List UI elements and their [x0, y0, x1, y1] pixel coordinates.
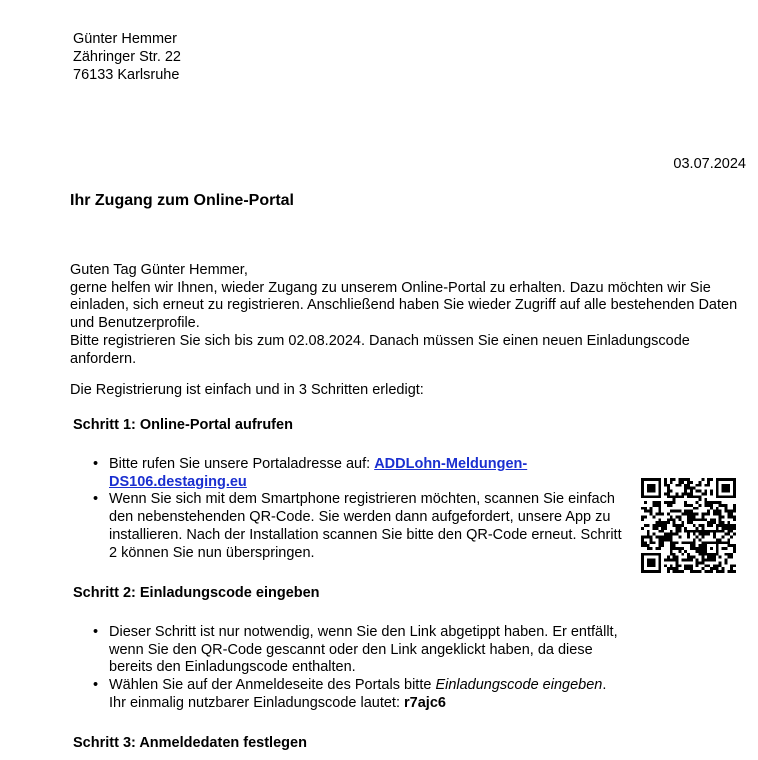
intro-section — [70, 262, 740, 368]
letter-date: 03.07.2024 — [673, 156, 746, 172]
step2-instruction-suffix: . — [602, 677, 607, 694]
portal-address-text: Bitte rufen Sie unsere Portaladresse auf: — [109, 456, 375, 472]
bullet-glyph: • — [93, 456, 99, 472]
invitation-code: r7ajc6 — [404, 694, 446, 711]
step2-instruction-text: Wählen Sie auf der Anmeldeseite des Portals bitte — [109, 677, 436, 694]
bullet-glyph: • — [93, 624, 99, 640]
sender-city: 76133 Karlsruhe — [73, 67, 180, 83]
bullet-glyph: • — [93, 491, 99, 508]
sender-address — [73, 30, 181, 84]
step2-action-label: Einladungscode eingeben — [435, 677, 603, 694]
portal-link[interactable]: ADDLohn-Meldungen-DS106.destaging.eu — [109, 456, 528, 490]
step2-list — [91, 624, 631, 713]
step2-note-text: Dieser Schritt ist nur notwendig, wenn Sie den Link abgetippt haben. Er entfällt, wenn Sie den QR-Code gescannt oder den Link angeklickt haben, da diese bereits den Einladungscode enthalten. — [109, 624, 618, 676]
steps-lead: Die Registrierung ist einfach und in 3 Schritten erledigt: — [70, 382, 424, 398]
qr-code-icon — [641, 478, 736, 573]
list-item — [91, 677, 631, 712]
bullet-glyph: • — [93, 677, 99, 694]
list-item — [91, 624, 631, 677]
step2-heading: Schritt 2: Einladungscode eingeben — [73, 585, 320, 601]
list-item — [91, 491, 631, 562]
intro-paragraph: gerne helfen wir Ihnen, wieder Zugang zu unserem Online-Portal zu erhalten. Dazu möchten wir Sie einladen, sich erneut zu registrieren. Anschließend haben Sie wieder Zugriff auf alle bestehenden Daten und Benutzerprofile. — [70, 279, 738, 332]
deadline-paragraph: Bitte registrieren Sie sich bis zum 02.08.2024. Danach müssen Sie einen neuen Einladungscode anfordern. — [70, 332, 690, 367]
step1-heading: Schritt 1: Online-Portal aufrufen — [73, 417, 293, 433]
step1-list — [91, 456, 631, 562]
sender-name: Günter Hemmer — [73, 31, 177, 47]
step3-heading: Schritt 3: Anmeldedaten festlegen — [73, 735, 307, 751]
qr-instructions-text: Wenn Sie sich mit dem Smartphone registrieren möchten, scannen Sie einfach den nebenstehenden QR-Code. Sie werden dann aufgefordert, unsere App zu installieren. Nach der Installation scannen Sie bitte den QR-Code erneut. Schritt 2 können Sie nun überspringen. — [109, 491, 622, 561]
greeting: Guten Tag Günter Hemmer, — [70, 262, 248, 278]
sender-street: Zähringer Str. 22 — [73, 49, 181, 65]
invitation-code-label: Ihr einmalig nutzbarer Einladungscode lautet: — [109, 694, 405, 711]
letter-subject: Ihr Zugang zum Online-Portal — [70, 192, 294, 209]
list-item — [91, 456, 631, 491]
